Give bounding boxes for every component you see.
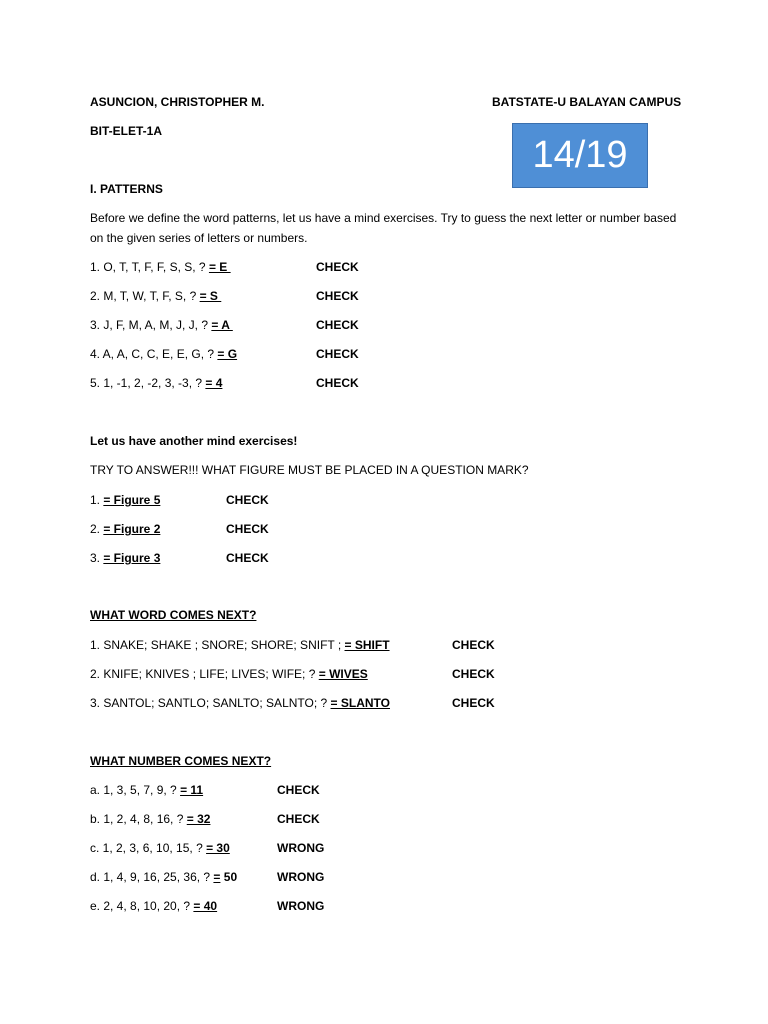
number-answer-value: 50 <box>220 870 238 884</box>
number-status: CHECK <box>277 783 320 797</box>
pattern-question: 5. 1, -1, 2, -2, 3, -3, ? <box>90 376 206 390</box>
pattern-answer: = S <box>199 289 222 303</box>
number-question: e. 2, 4, 8, 10, 20, ? <box>90 899 194 913</box>
figure-status: CHECK <box>226 522 269 536</box>
section-title-words: WHAT WORD COMES NEXT? <box>90 608 257 622</box>
figure-answer: = Figure 3 <box>103 551 161 565</box>
score-box: 14/19 <box>512 123 648 188</box>
number-item <box>90 898 217 914</box>
pattern-item <box>90 346 237 362</box>
number-question: a. 1, 3, 5, 7, 9, ? <box>90 783 181 797</box>
pattern-question: 4. A, A, C, C, E, E, G, ? <box>90 347 218 361</box>
section-code: BIT-ELET-1A <box>90 124 163 138</box>
section-title-figures: Let us have another mind exercises! <box>90 434 298 448</box>
word-answer: = SHIFT <box>344 638 390 652</box>
word-question: 3. SANTOL; SANTLO; SANLTO; SALNTO; ? <box>90 696 331 710</box>
number-item <box>90 782 203 798</box>
word-question: 2. KNIFE; KNIVES ; LIFE; LIVES; WIFE; ? <box>90 667 319 681</box>
number-question: c. 1, 2, 3, 6, 10, 15, ? <box>90 841 207 855</box>
word-item <box>90 637 390 653</box>
number-status: CHECK <box>277 812 320 826</box>
pattern-item <box>90 375 222 391</box>
word-status: CHECK <box>452 667 495 681</box>
figure-item <box>90 550 160 566</box>
number-status: WRONG <box>277 899 325 913</box>
patterns-intro: Before we define the word patterns, let us have a mind exercises. Try to guess the next letter or number based on the given series of letters or numbers. <box>90 211 677 245</box>
figure-item <box>90 492 160 508</box>
number-status: WRONG <box>277 870 325 884</box>
figure-number: 3. <box>90 551 104 565</box>
pattern-answer: = E <box>208 260 231 274</box>
pattern-status: CHECK <box>316 289 359 303</box>
student-name: ASUNCION, CHRISTOPHER M. <box>90 95 265 109</box>
word-question: 1. SNAKE; SHAKE ; SNORE; SHORE; SNIFT ; <box>90 638 345 652</box>
word-item <box>90 666 368 682</box>
pattern-item <box>90 288 221 304</box>
number-answer: = 11 <box>180 783 204 797</box>
pattern-status: CHECK <box>316 347 359 361</box>
figure-status: CHECK <box>226 551 269 565</box>
pattern-item <box>90 259 231 275</box>
pattern-answer: = 4 <box>205 376 223 390</box>
number-question: d. 1, 4, 9, 16, 25, 36, ? <box>90 870 214 884</box>
word-item <box>90 695 390 711</box>
number-answer: = 40 <box>193 899 218 913</box>
pattern-answer: = G <box>217 347 238 361</box>
word-status: CHECK <box>452 638 495 652</box>
figure-answer: = Figure 5 <box>103 493 161 507</box>
number-answer: = 32 <box>186 812 211 826</box>
section-title-numbers: WHAT NUMBER COMES NEXT? <box>90 754 272 768</box>
pattern-status: CHECK <box>316 318 359 332</box>
word-answer: = SLANTO <box>330 696 390 710</box>
pattern-status: CHECK <box>316 376 359 390</box>
campus-name: BATSTATE-U BALAYAN CAMPUS <box>492 95 682 109</box>
pattern-status: CHECK <box>316 260 359 274</box>
pattern-question: 1. O, T, T, F, F, S, S, ? <box>90 260 209 274</box>
figures-prompt: TRY TO ANSWER!!! WHAT FIGURE MUST BE PLACED IN A QUESTION MARK? <box>90 463 529 477</box>
number-answer-eq: = <box>213 870 221 884</box>
number-item <box>90 811 210 827</box>
word-status: CHECK <box>452 696 495 710</box>
number-item <box>90 869 237 885</box>
number-status: WRONG <box>277 841 325 855</box>
pattern-question: 3. J, F, M, A, M, J, J, ? <box>90 318 212 332</box>
number-answer: = 30 <box>206 841 230 855</box>
pattern-item <box>90 317 233 333</box>
word-answer: = WIVES <box>318 667 368 681</box>
figure-item <box>90 521 160 537</box>
number-question: b. 1, 2, 4, 8, 16, ? <box>90 812 187 826</box>
pattern-question: 2. M, T, W, T, F, S, ? <box>90 289 200 303</box>
section-title-patterns: I. PATTERNS <box>90 182 163 196</box>
number-item <box>90 840 230 856</box>
figure-number: 1. <box>90 493 104 507</box>
figure-status: CHECK <box>226 493 269 507</box>
pattern-answer: = A <box>211 318 233 332</box>
figure-answer: = Figure 2 <box>103 522 161 536</box>
figure-number: 2. <box>90 522 104 536</box>
